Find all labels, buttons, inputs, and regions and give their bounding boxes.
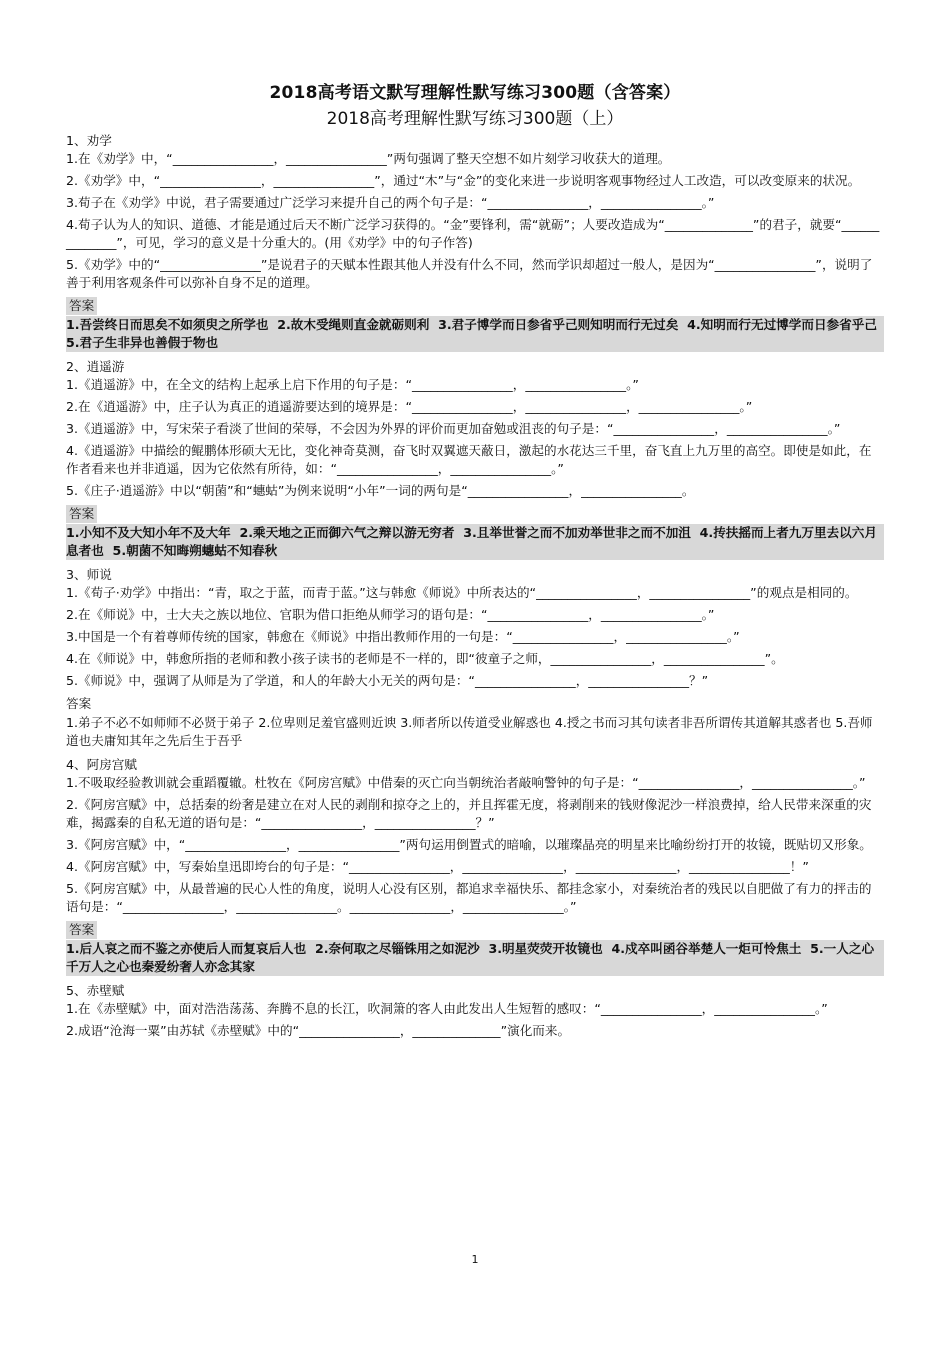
- question-item: 1.在《赤壁赋》中，面对浩浩荡荡、奔腾不息的长江，吹洞箫的客人由此发出人生短暂的感叹：“________________，________________。”: [66, 1001, 828, 1016]
- question-item: 2.成语“沧海一粟”由苏轼《赤壁赋》中的“________________，______________”演化而来。: [66, 1023, 571, 1038]
- answer-label: 答案: [66, 696, 92, 711]
- section-heading: 2、逍遥游: [66, 359, 125, 374]
- question-item: 5.《劝学》中的“________________”是说君子的天赋本性跟其他人并没有什么不同，然而学识却超过一般人，是因为“________________”，说明了善于利用客观条件可以弥补自身不足的道理。: [66, 257, 873, 290]
- document-subtitle: 2018高考理解性默写练习300题（上）: [326, 109, 624, 129]
- answer-text: 1.小知不及大知小年不及大年 2.乘天地之正而御六气之辩以游无穷者 3.且举世誉之而不加劝举世非之而不加沮 4.抟扶摇而上者九万里去以六月息者也 5.朝菌不知晦朔蟪蛄不知春秋: [66, 524, 884, 560]
- question-item: 1.不吸取经验教训就会重蹈覆辙。杜牧在《阿房宫赋》中借秦的灭亡向当朝统治者敲响警钟的句子是：“________________，________________。”: [66, 775, 866, 790]
- page-number: 1: [471, 1253, 479, 1266]
- document-title: 2018高考语文默写理解性默写练习300题（含答案）: [269, 83, 681, 103]
- question-item: 4.荀子认为人的知识、道德、才能是通过后天不断广泛学习获得的。“金”要锋利，需“就砺”；人要改造成为“______________”的君子，就要“______________”，可见，学习的意义是十分重大的。(用《劝学》中的句子作答): [66, 217, 880, 250]
- question-item: 1.《荀子·劝学》中指出：“青，取之于蓝，而青于蓝。”这与韩愈《师说》中所表达的“________________，________________”的观点是相同的。: [66, 585, 858, 600]
- question-item: 3.《阿房宫赋》中，“________________，________________”两句运用倒置式的暗喻，以璀璨晶亮的明星来比喻纷纷打开的妆镜，既贴切又形象。: [66, 837, 872, 852]
- question-item: 1.在《劝学》中，“________________，________________”两句强调了整天空想不如片刻学习收获大的道理。: [66, 151, 671, 166]
- question-item: 2.在《师说》中，士大夫之族以地位、官职为借口拒绝从师学习的语句是：“________________，________________。”: [66, 607, 715, 622]
- question-item: 3.中国是一个有着尊师传统的国家，韩愈在《师说》中指出教师作用的一句是：“________________，________________。”: [66, 629, 740, 644]
- question-item: 2.《劝学》中，“________________，________________”，通过“木”与“金”的变化来进一步说明客观事物经过人工改造，可以改变原来的状况。: [66, 173, 861, 188]
- document-body: [66, 131, 884, 1044]
- question-item: 4.在《师说》中，韩愈所指的老师和教小孩子读书的老师是不一样的，即“彼童子之师，________________，________________”。: [66, 651, 784, 666]
- question-item: 5.《师说》中，强调了从师是为了学道，和人的年龄大小无关的两句是：“________________，________________？”: [66, 673, 709, 688]
- answer-text: 1.吾尝终日而思矣不如须臾之所学也 2.故木受绳则直金就砺则利 3.君子博学而日参省乎己则知明而行无过矣 4.知明而行无过博学而日参省乎己 5.君子生非异也善假于物也: [66, 317, 886, 350]
- question-item: 5.《庄子·逍遥游》中以“朝菌”和“蟪蛄”为例来说明“小年”一词的两句是“________________，________________。: [66, 483, 695, 498]
- question-item: 4.《阿房宫赋》中，写秦始皇迅即垮台的句子是：“________________，________________，________________，________________！”: [66, 859, 809, 874]
- question-item: 4.《逍遥游》中描绘的鲲鹏体形硕大无比，变化神奇莫测，奋飞时双翼遮天蔽日，激起的水花达三千里，奋飞直上九万里的高空。即使是如此，在作者看来也并非逍遥，因为它依然有所待，如：“________________，________________。”: [66, 443, 872, 476]
- question-item: 1.《逍遥游》中，在全文的结构上起承上启下作用的句子是：“________________，________________。”: [66, 377, 639, 392]
- question-item: 3.荀子在《劝学》中说，君子需要通过广泛学习来提升自己的两个句子是：“________________，________________。”: [66, 195, 715, 210]
- answer-label: 答案: [66, 297, 97, 315]
- answer-text: 1.弟子不必不如师师不必贤于弟子 2.位卑则足羞官盛则近谀 3.师者所以传道受业解惑也 4.授之书而习其句读者非吾所谓传其道解其惑者也 5.吾师道也夫庸知其年之先后生于吾乎: [66, 715, 873, 748]
- question-item: 2.在《逍遥游》中，庄子认为真正的逍遥游要达到的境界是：“________________，________________，________________。”: [66, 399, 753, 414]
- answer-label: 答案: [66, 505, 97, 523]
- section-heading: 4、阿房宫赋: [66, 757, 137, 772]
- section-heading: 3、师说: [66, 567, 112, 582]
- question-item: 3.《逍遥游》中，写宋荣子看淡了世间的荣辱，不会因为外界的评价而更加奋勉或沮丧的句子是：“________________，________________。”: [66, 421, 841, 436]
- question-item: 5.《阿房宫赋》中，从最普遍的民心人性的角度，说明人心没有区别，都追求幸福快乐、都挂念家小，对秦统治者的残民以自肥做了有力的抨击的语句是：“________________，________________。________________，________________。”: [66, 881, 872, 914]
- answer-text: 1.后人哀之而不鉴之亦使后人而复哀后人也 2.奈何取之尽锱铢用之如泥沙 3.明星荧荧开妆镜也 4.戍卒叫函谷举楚人一炬可怜焦土 5.一人之心千万人之心也秦爱纷奢人亦念其家: [66, 940, 884, 976]
- question-item: 2.《阿房宫赋》中，总括秦的纷奢是建立在对人民的剥削和掠夺之上的，并且挥霍无度，将剥削来的钱财像泥沙一样浪费掉，给人民带来深重的灾难，揭露秦的自私无道的语句是：“________________，________________？”: [66, 797, 872, 830]
- section-heading: 1、劝学: [66, 133, 112, 148]
- section-heading: 5、赤壁赋: [66, 983, 125, 998]
- answer-label: 答案: [66, 921, 97, 939]
